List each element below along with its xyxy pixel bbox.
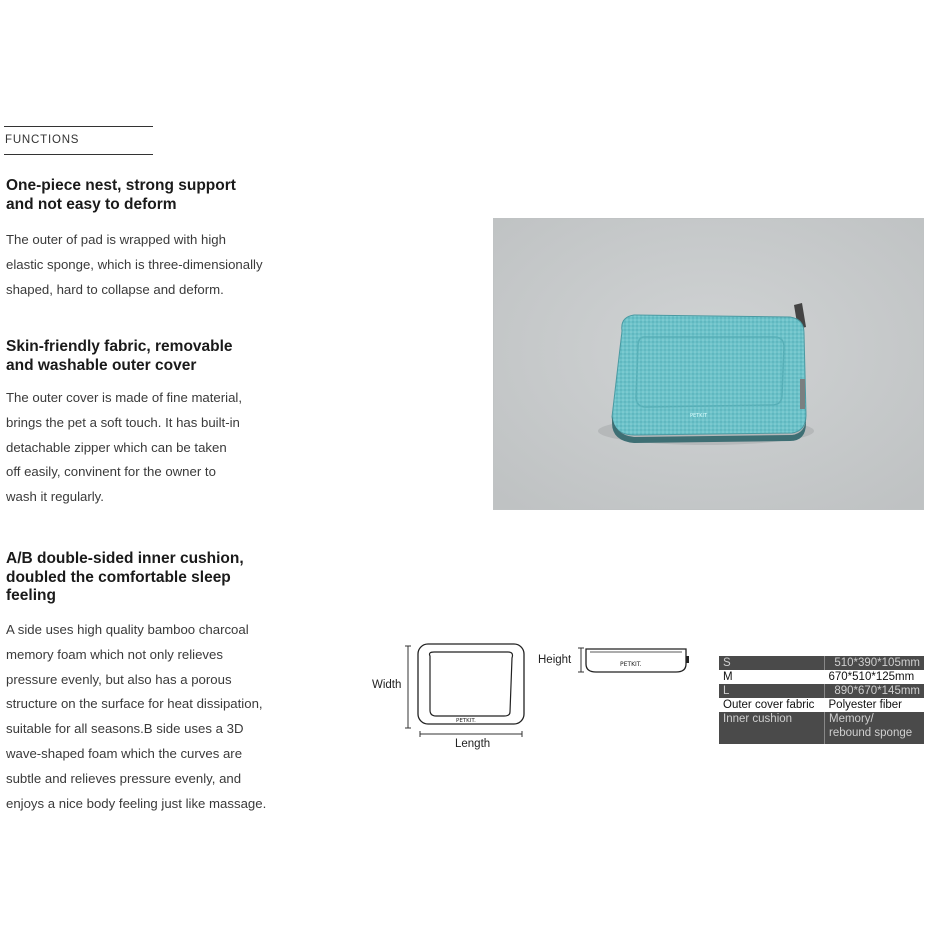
diagram-brand-side: PETKIT. [620, 661, 642, 668]
spec-key: L [719, 684, 825, 698]
section-rule-bottom [4, 154, 153, 155]
spec-row-m [719, 670, 924, 684]
diagram-brand-top: PETKIT. [456, 718, 476, 724]
spec-table [719, 656, 924, 744]
spec-key: M [719, 670, 825, 684]
spec-value: Polyester fiber [825, 698, 925, 712]
feature-2-heading: Skin-friendly fabric, removable and washable outer cover [6, 338, 233, 374]
section-label: FUNCTIONS [5, 134, 80, 146]
spec-row-l [719, 684, 924, 698]
spec-key: Outer cover fabric [719, 698, 825, 712]
product-photo [493, 218, 924, 510]
spec-row-s [719, 656, 924, 670]
length-label: Length [455, 738, 491, 750]
feature-3-body: A side uses high quality bamboo charcoal memory foam which not only relieves pressure evenly, but also has a porous structure on the surface for heat dissipation, suitable for all seasons.B side uses a 3D wave-shaped foam which the curves are subtle and relieves pressure evenly, and enjoys a nice body feeling just like massage. [6, 622, 267, 811]
photo-brand-text: PETKIT [690, 413, 708, 419]
side-view-diagram [578, 644, 694, 676]
feature-3-heading: A/B double-sided inner cushion, doubled the comfortable sleep feeling [6, 550, 244, 604]
width-label: Width [372, 679, 402, 691]
spec-key: Inner cushion [719, 712, 825, 744]
section-rule-top [4, 126, 153, 127]
feature-1-body: The outer of pad is wrapped with high elastic sponge, which is three-dimensionally shaped, hard to collapse and deform. [6, 232, 263, 297]
height-label: Height [538, 654, 572, 666]
spec-value: 890*670*145mm [825, 684, 925, 698]
top-view-diagram [404, 640, 529, 740]
spec-value: 670*510*125mm [825, 670, 925, 684]
spec-key: S [719, 656, 825, 670]
feature-2-body: The outer cover is made of fine material, brings the pet a soft touch. It has built-in detachable zipper which can be taken off easily, convinent for the owner to wash it regularly. [6, 390, 243, 505]
spec-value: 510*390*105mm [825, 656, 925, 670]
pet-bed-image [494, 219, 924, 510]
spec-row-fabric [719, 698, 924, 712]
spec-value: Memory/ rebound sponge [825, 712, 925, 744]
spec-row-cushion [719, 712, 924, 744]
feature-1-heading: One-piece nest, strong support and not easy to deform [6, 177, 236, 213]
